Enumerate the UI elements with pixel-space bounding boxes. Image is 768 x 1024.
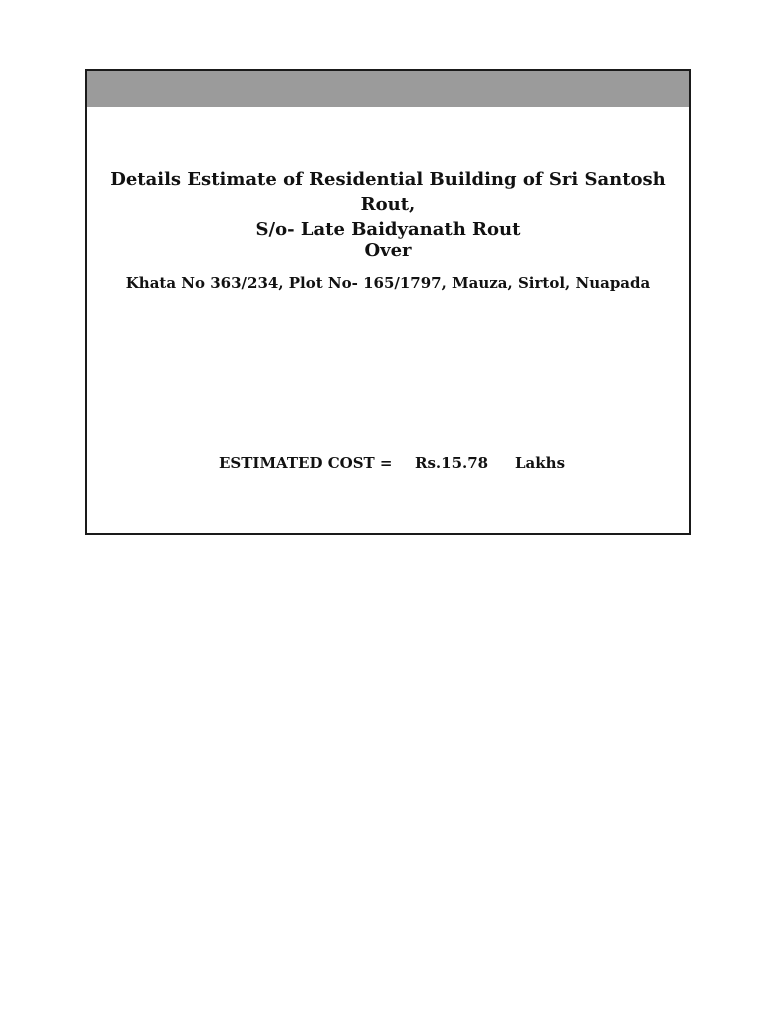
estimate-cover-frame <box>85 69 691 535</box>
estimated-cost-label: ESTIMATED COST = <box>219 454 393 472</box>
document-title <box>87 167 689 242</box>
header-band <box>87 71 689 107</box>
estimated-cost-row <box>219 452 565 474</box>
location-line: Khata No 363/234, Plot No- 165/1797, Mauza, Sirtol, Nuapada <box>125 274 651 292</box>
estimated-cost-value: Rs.15.78 <box>415 454 489 472</box>
estimated-cost-unit: Lakhs <box>515 454 566 472</box>
over-label: Over <box>364 240 412 261</box>
title-line-2: S/o- Late Baidyanath Rout <box>255 219 521 240</box>
title-line-1: Details Estimate of Residential Building of Sri Santosh Rout, <box>110 169 666 215</box>
